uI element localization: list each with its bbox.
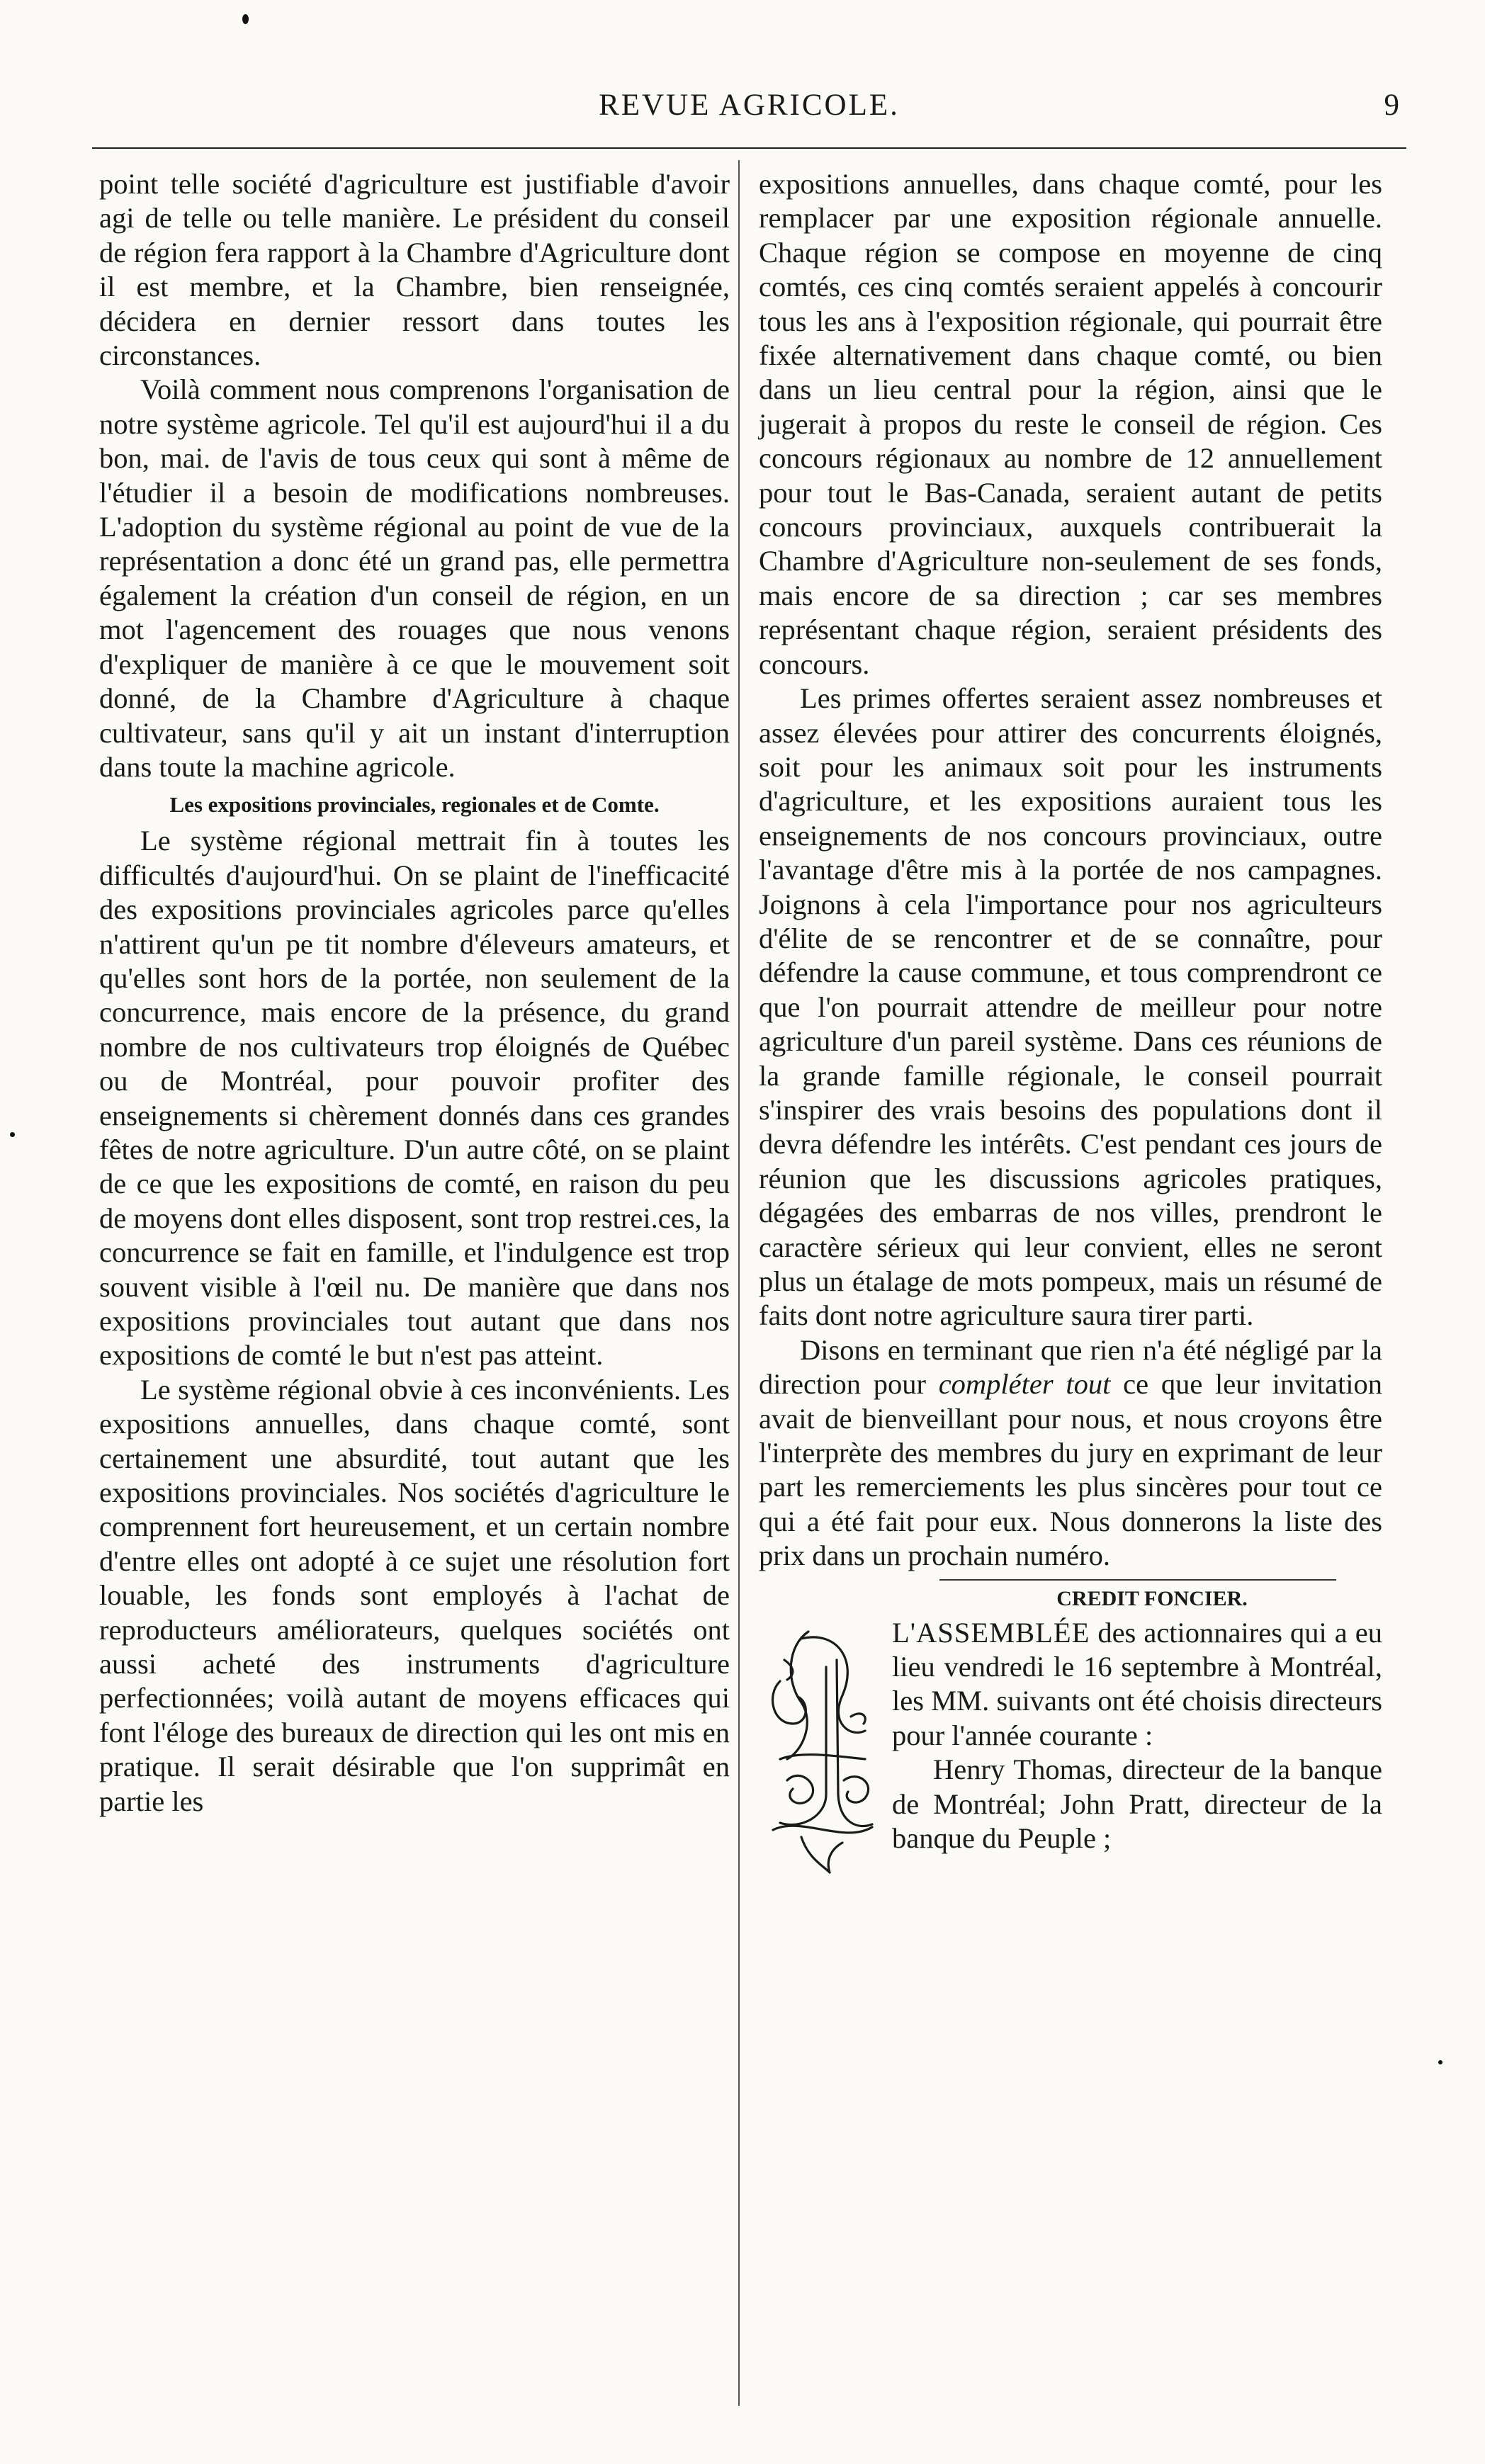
page-number: 9 xyxy=(1384,89,1399,122)
notice-lead-word: L'ASSEMBLÉE xyxy=(892,1616,1090,1649)
column-divider xyxy=(738,160,740,2406)
paragraph: point telle société d'agriculture est justifiable d'avoir agi de telle ou telle manière. Le président du conseil de région fera rapport à la Chambre d'Agriculture dont il est membre, et la Chambre, bien renseignée, décidera en dernier ressort dans toutes les circonstances. xyxy=(99,168,730,372)
paragraph xyxy=(759,1333,1382,1573)
paragraph: Les primes offertes seraient assez nombreuses et assez élevées pour attirer des concurrents éloignés, soit pour les animaux soit pour les instruments d'agriculture, et les expositions auraient tous les enseignements de nos concours provinciaux, outre l'avantage d'être mis à la portée de nos campagnes. Joignons à cela l'importance pour nos agriculteurs d'élite de se rencontrer et de se connaître, pour défendre la cause commune, et tous comprendront ce que l'on pourrait attendre de meilleur pour notre agriculture d'un pareil système. Dans ces réunions de la grande famille régionale, le conseil pourrait s'inspirer des vrais besoins des populations dont il devra défendre les intérêts. C'est pendant ces jours de réunion que les discussions agricoles pratiques, dégagées des embarras de nos villes, prendront le caractère sérieux qui leur convient, elles ne seront plus un étalage de mots pompeux, mais un résumé de faits dont notre agriculture saura tirer parti. xyxy=(759,682,1382,1332)
text-run: ce que leur invitation avait de bienveillant pour nous, et nous croyons être l'interprète des membres du jury en exprimant de leur part les remerciements les plus sincères pour tout ce qui a été fait pour eux. Nous donnerons la liste des prix dans un prochain numéro. xyxy=(759,1368,1383,1572)
paragraph: Le système régional obvie à ces inconvénients. Les expositions annuelles, dans chaque comté, sont certainement une absurdité, tout autant que les expositions provinciales. Nos sociétés d'agriculture le comprennent fort heureusement, et un certain nombre d'entre elles ont adopté à ce sujet une résolution fort louable, les fonds sont employés à l'achat de reproducteurs améliorateurs, quelques sociétés ont aussi acheté des instruments d'agriculture perfectionnées; voilà autant de moyens efficaces qui font l'éloge des bureaux de direction qui les ont mis en pratique. Il serait désirable que l'on supprimât en partie les xyxy=(99,1373,730,1817)
page-header xyxy=(99,88,1399,133)
notice-title: CREDIT FONCIER. xyxy=(1056,1586,1248,1610)
paragraph: expositions annuelles, dans chaque comté, pour les remplacer par une exposition régionale annuelle. Chaque région se compose en moyenne de cinq comtés, ces cinq comtés seraient appelés à concourir tous les ans à l'exposition régionale, qui pourrait être fixée alternativement dans chaque comté, ou bien dans un lieu central pour la région, ainsi que le jugerait à propos du reste le conseil de région. Ces concours régionaux au nombre de 12 annuellement pour tout le Bas-Canada, seraient autant de petits concours provinciaux, auxquels contribuerait la Chambre d'Agriculture non-seulement de ses fonds, mais encore de sa direction ; car ses membres représentant chaque région, seraient présidents des concours. xyxy=(759,168,1382,680)
ink-speck xyxy=(242,14,249,24)
left-column xyxy=(99,167,730,1819)
ink-speck xyxy=(10,1132,15,1137)
text-run: Disons en terminant que rien n'a été négligé par la direction pour xyxy=(759,1333,1382,1401)
section-heading: Les expositions provinciales, regionales et de Comte. xyxy=(169,792,660,818)
ornamental-initial-l-icon xyxy=(759,1617,881,1881)
notice-paragraph: Henry Thomas, directeur de la banque de Montréal; John Pratt, directeur de la banque du Peuple ; xyxy=(892,1753,1382,1855)
paragraph: Voilà comment nous comprenons l'organisation de notre système agricole. Tel qu'il est aujourd'hui il a du bon, mai. de l'avis de tous ceux qui sont à même de l'étudier il a besoin de modifications nombreuses. L'adoption du système régional au point de vue de la représentation a donc été un grand pas, elle permettra également la création d'un conseil de région, en un mot l'agencement des rouages que nous venons d'expliquer de manière à ce que le mouvement soit donné, de la Chambre d'Agriculture à chaque cultivateur, sans qu'il y ait un instant d'interruption dans toute la machine agricole. xyxy=(99,373,730,783)
text-run: des actionnaires qui a eu lieu vendredi le 16 septembre à Montréal, les MM. suivants ont été choisis directeurs pour l'année courante : xyxy=(892,1616,1382,1751)
italic-text: compléter tout xyxy=(938,1368,1111,1401)
right-column xyxy=(759,167,1382,1881)
header-rule xyxy=(92,147,1406,149)
running-title: REVUE AGRICOLE. xyxy=(599,89,900,122)
paragraph: Le système régional mettrait fin à toutes les difficultés d'aujourd'hui. On se plaint de l'inefficacité des expositions provinciales agricoles parce qu'elles n'attirent qu'un pe tit nombre d'éleveurs amateurs, et qu'elles sont hors de la portée, non seulement de la concurrence, mais encore de la présence, du grand nombre de nos cultivateurs trop éloignés de Québec ou de Montréal, pour pouvoir profiter des enseignements si chèrement donnés dans ces grandes fêtes de notre agriculture. D'un autre côté, on se plaint de ce que les expositions de comté, en raison du peu de moyens dont elles disposent, sont trop restrei.ces, la concurrence se fait en famille, et l'indulgence est trop souvent visible à l'œil nu. De manière que dans nos expositions provinciales tout autant que dans nos expositions de comté le but n'est pas atteint. xyxy=(99,825,730,1372)
ink-speck xyxy=(1438,2060,1442,2064)
credit-foncier-notice xyxy=(759,1616,1382,1856)
notice-rule xyxy=(939,1579,1336,1581)
